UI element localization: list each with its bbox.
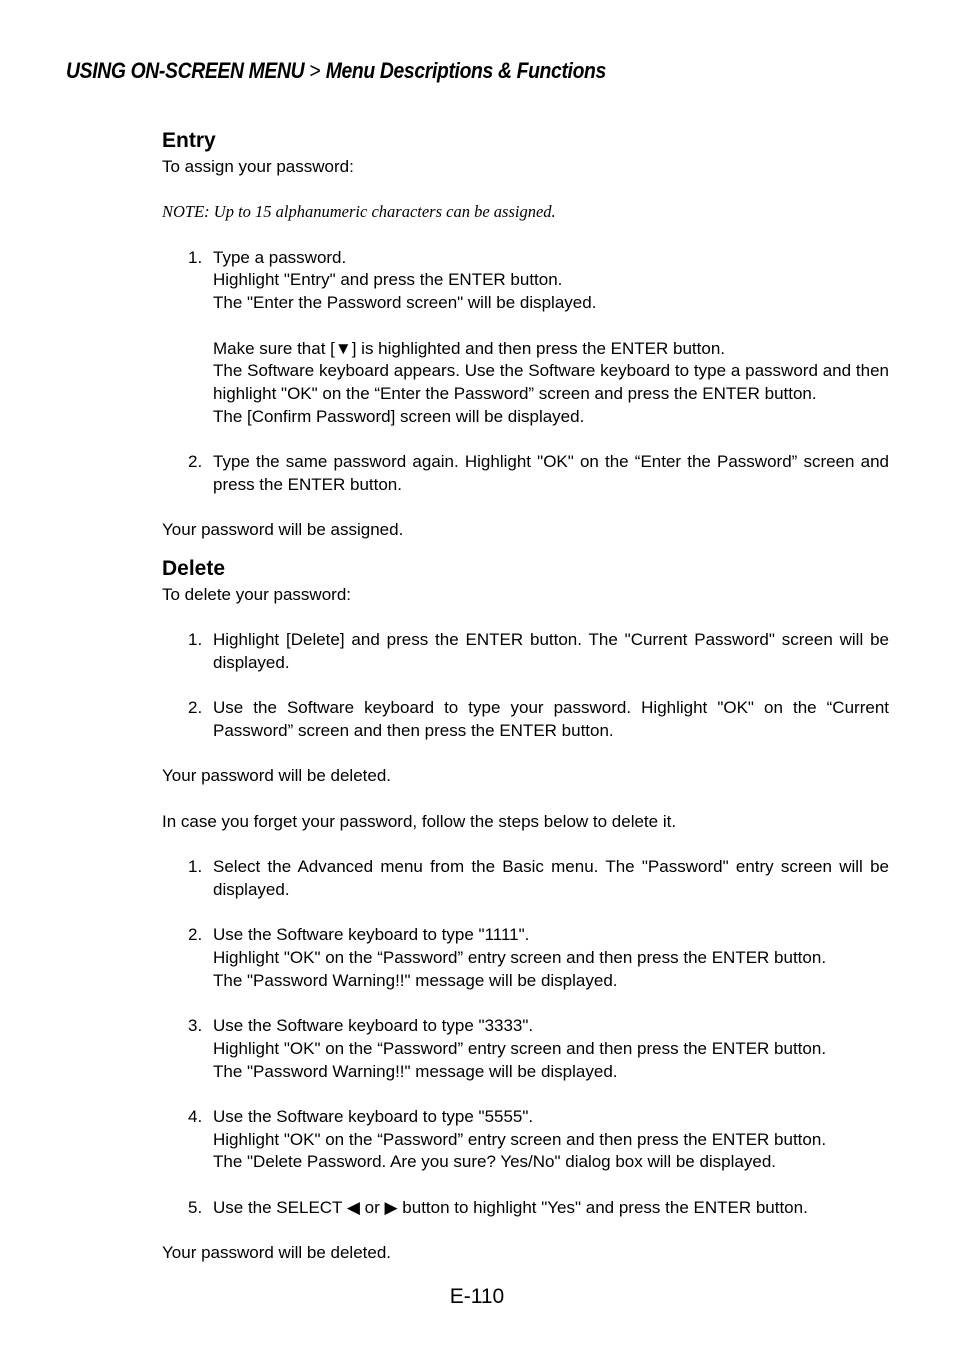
forgot-result: Your password will be deleted. (162, 1243, 392, 1263)
step-line: The [Confirm Password] screen will be displayed. (213, 406, 585, 426)
list-item (162, 697, 889, 742)
page-header (66, 58, 606, 84)
step-number: 4. (188, 1106, 203, 1126)
step-line: Use the Software keyboard to type "5555". (213, 1106, 534, 1126)
entry-note: NOTE: Up to 15 alphanumeric characters can be assigned. (162, 202, 556, 222)
step-line: Use the Software keyboard to type "1111". (213, 925, 530, 945)
step-line: The "Password Warning!!" message will be displayed. (213, 970, 618, 990)
page-content (162, 126, 889, 1265)
step-text: Use the Software keyboard to type your password. Highlight "OK" on the “Current Password” screen and then press the ENTER button. (213, 698, 889, 741)
step-number: 5. (188, 1197, 203, 1217)
entry-heading: Entry (162, 129, 216, 152)
step-text: Use the SELECT ◀ or ▶ button to highlight "Yes" and press the ENTER button. (213, 1197, 808, 1217)
step-line: Type a password. (213, 247, 347, 267)
step-line: Use the Software keyboard to type "3333". (213, 1016, 534, 1036)
list-item (162, 629, 889, 674)
delete-intro: To delete your password: (162, 584, 351, 604)
list-item (162, 451, 889, 496)
entry-intro: To assign your password: (162, 157, 354, 176)
step-line: The "Delete Password. Are you sure? Yes/No" dialog box will be displayed. (213, 1152, 777, 1172)
step-line: Make sure that [▼] is highlighted and then press the ENTER button. (213, 338, 725, 358)
step-number: 1. (188, 857, 203, 877)
list-item (162, 1197, 889, 1220)
step-number: 2. (188, 925, 203, 945)
step-text: Highlight [Delete] and press the ENTER button. The "Current Password" screen will be displayed. (213, 630, 889, 672)
entry-result: Your password will be assigned. (162, 520, 404, 540)
list-item (162, 856, 889, 901)
list-item (162, 1015, 889, 1083)
forgot-intro: In case you forget your password, follow the steps below to delete it. (162, 811, 677, 831)
delete-heading: Delete (162, 556, 226, 580)
header-section: USING ON-SCREEN MENU (66, 58, 305, 83)
step-line: Highlight "OK" on the “Password” entry screen and then press the ENTER button. (213, 1129, 827, 1149)
step-text: Select the Advanced menu from the Basic menu. The "Password" entry screen will be displayed. (213, 857, 889, 899)
list-item (162, 1106, 889, 1174)
header-separator: > (309, 58, 321, 83)
step-number: 2. (188, 698, 203, 718)
step-text: Type the same password again. Highlight "OK" on the “Enter the Password” screen and press the ENTER button. (213, 452, 889, 494)
step-number: 3. (188, 1016, 203, 1036)
page-number: E-110 (449, 1285, 505, 1308)
step-line: Highlight "OK" on the “Password” entry screen and then press the ENTER button. (213, 948, 827, 968)
step-line: The "Enter the Password screen" will be displayed. (213, 293, 597, 313)
header-subsection: Menu Descriptions & Functions (325, 58, 606, 83)
forgot-steps (162, 856, 889, 1219)
list-item (162, 247, 889, 429)
entry-steps (162, 247, 889, 497)
list-item (162, 924, 889, 992)
step-number: 1. (188, 247, 203, 267)
step-line: Highlight "OK" on the “Password” entry screen and then press the ENTER button. (213, 1038, 827, 1058)
step-line: The "Password Warning!!" message will be displayed. (213, 1061, 618, 1081)
step-number: 2. (188, 452, 203, 472)
step-line: The Software keyboard appears. Use the Software keyboard to type a password and then highlight "OK" on the “Enter the Password” screen and press the ENTER button. (213, 361, 889, 403)
step-line: Highlight "Entry" and press the ENTER button. (213, 270, 563, 290)
step-number: 1. (188, 630, 203, 650)
delete-result: Your password will be deleted. (162, 766, 392, 786)
delete-steps (162, 629, 889, 743)
